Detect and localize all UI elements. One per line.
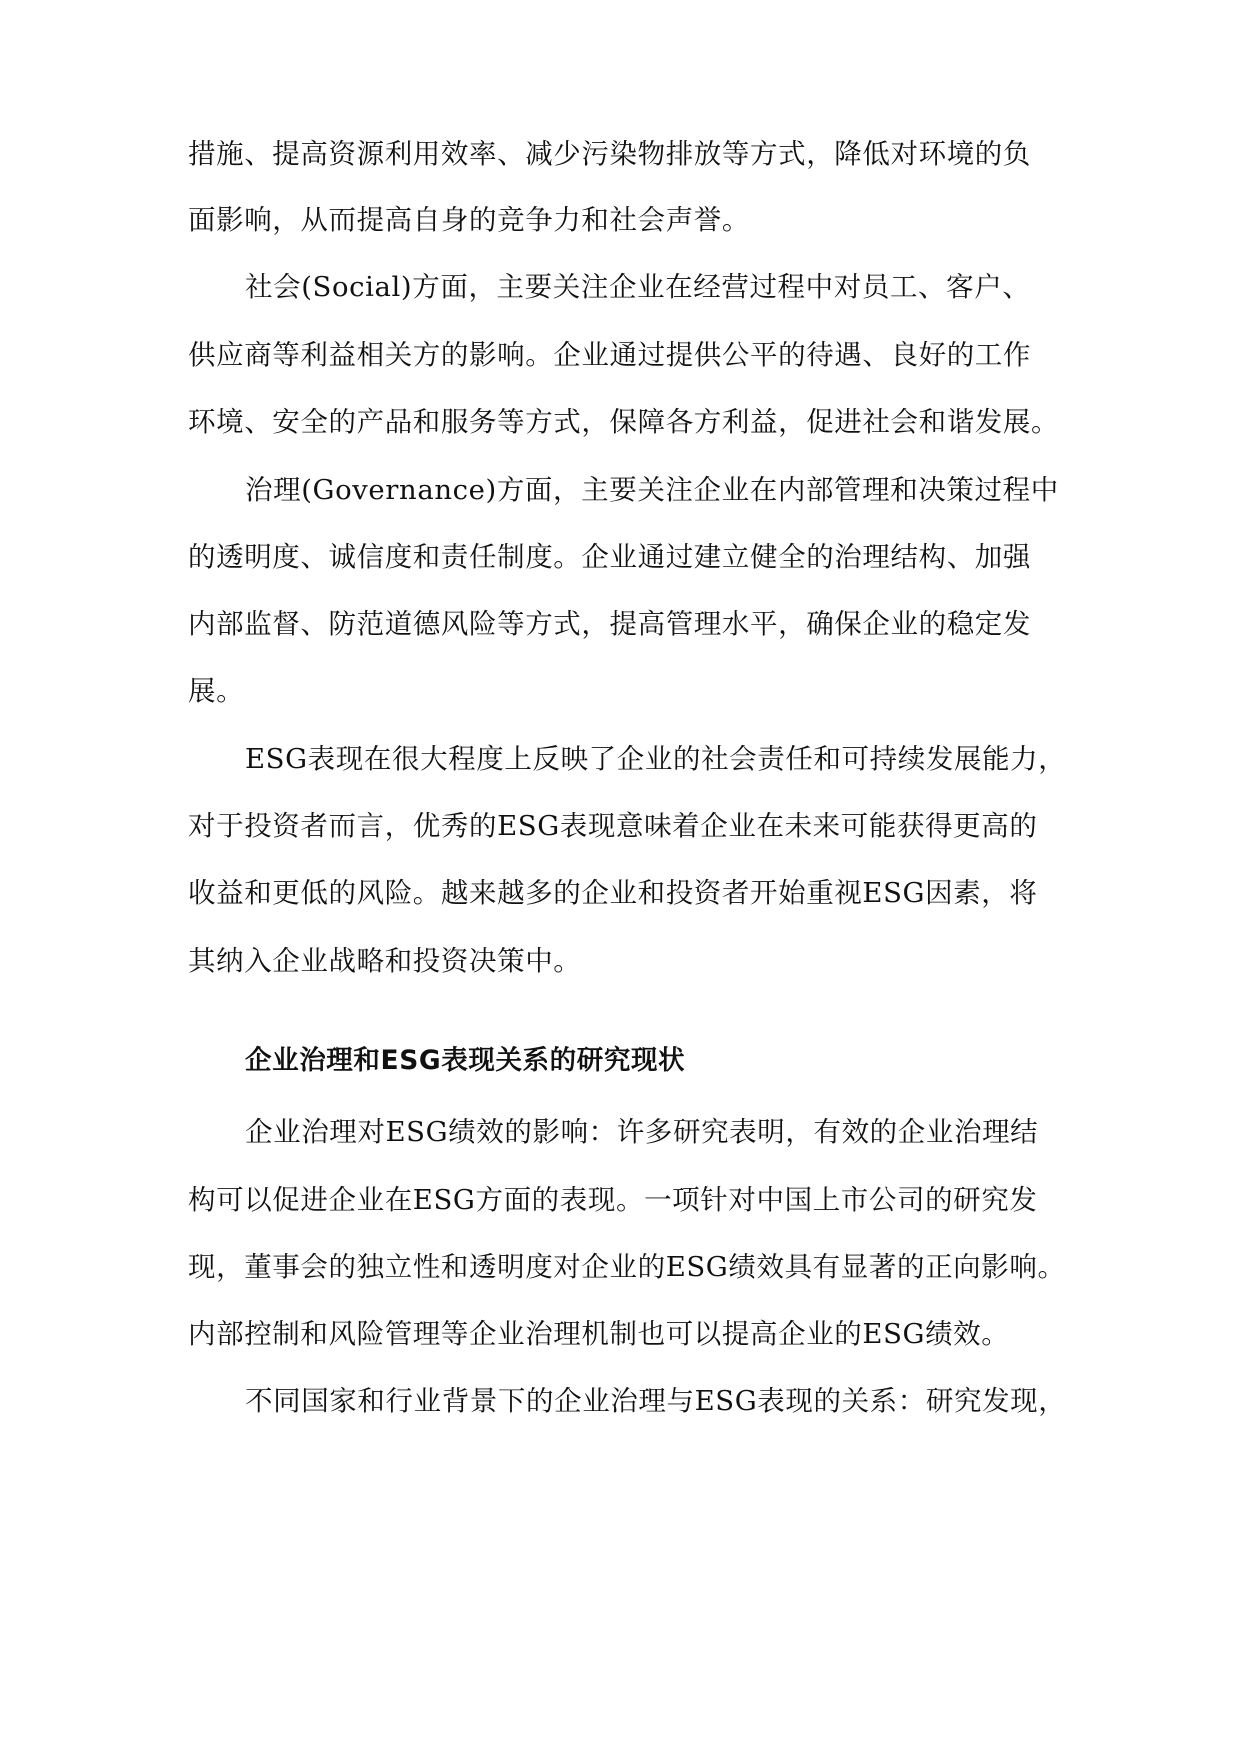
paragraph-esg-line-1: ESG表现在很大程度上反映了企业的社会责任和可持续发展能力， xyxy=(245,743,1067,775)
paragraph-impact-line-3: 现，董事会的独立性和透明度对企业的ESG绩效具有显著的正向影响。 xyxy=(188,1251,1066,1283)
section-heading: 企业治理和ESG表现关系的研究现状 xyxy=(245,1045,686,1076)
paragraph-countries-line-1: 不同国家和行业背景下的企业治理与ESG表现的关系：研究发现， xyxy=(245,1385,1067,1417)
paragraph-governance-line-4: 展。 xyxy=(188,675,245,707)
paragraph-governance-line-2: 的透明度、诚信度和责任制度。企业通过建立健全的治理结构、加强 xyxy=(188,541,1031,573)
paragraph-governance-line-1: 治理(Governance)方面，主要关注企业在内部管理和决策过程中 xyxy=(245,474,1059,506)
paragraph-social-line-2: 供应商等利益相关方的影响。企业通过提供公平的待遇、良好的工作 xyxy=(188,339,1031,371)
paragraph-esg-line-3: 收益和更低的风险。越来越多的企业和投资者开始重视ESG因素，将 xyxy=(188,877,1038,909)
paragraph-impact-line-1: 企业治理对ESG绩效的影响：许多研究表明，有效的企业治理结 xyxy=(245,1116,1039,1148)
paragraph-environment-line-2: 面影响，从而提高自身的竞争力和社会声誉。 xyxy=(188,204,750,236)
paragraph-social-line-1: 社会(Social)方面，主要关注企业在经营过程中对员工、客户、 xyxy=(245,271,1031,303)
paragraph-esg-line-2: 对于投资者而言，优秀的ESG表现意味着企业在未来可能获得更高的 xyxy=(188,810,1038,842)
paragraph-impact-line-4: 内部控制和风险管理等企业治理机制也可以提高企业的ESG绩效。 xyxy=(188,1318,1010,1350)
paragraph-esg-line-4: 其纳入企业战略和投资决策中。 xyxy=(188,945,582,977)
paragraph-governance-line-3: 内部监督、防范道德风险等方式，提高管理水平，确保企业的稳定发 xyxy=(188,608,1031,640)
paragraph-social-line-3: 环境、安全的产品和服务等方式，保障各方利益，促进社会和谐发展。 xyxy=(188,406,1060,438)
paragraph-environment-line-1: 措施、提高资源利用效率、减少污染物排放等方式，降低对环境的负 xyxy=(188,138,1031,170)
paragraph-impact-line-2: 构可以促进企业在ESG方面的表现。一项针对中国上市公司的研究发 xyxy=(188,1184,1038,1216)
